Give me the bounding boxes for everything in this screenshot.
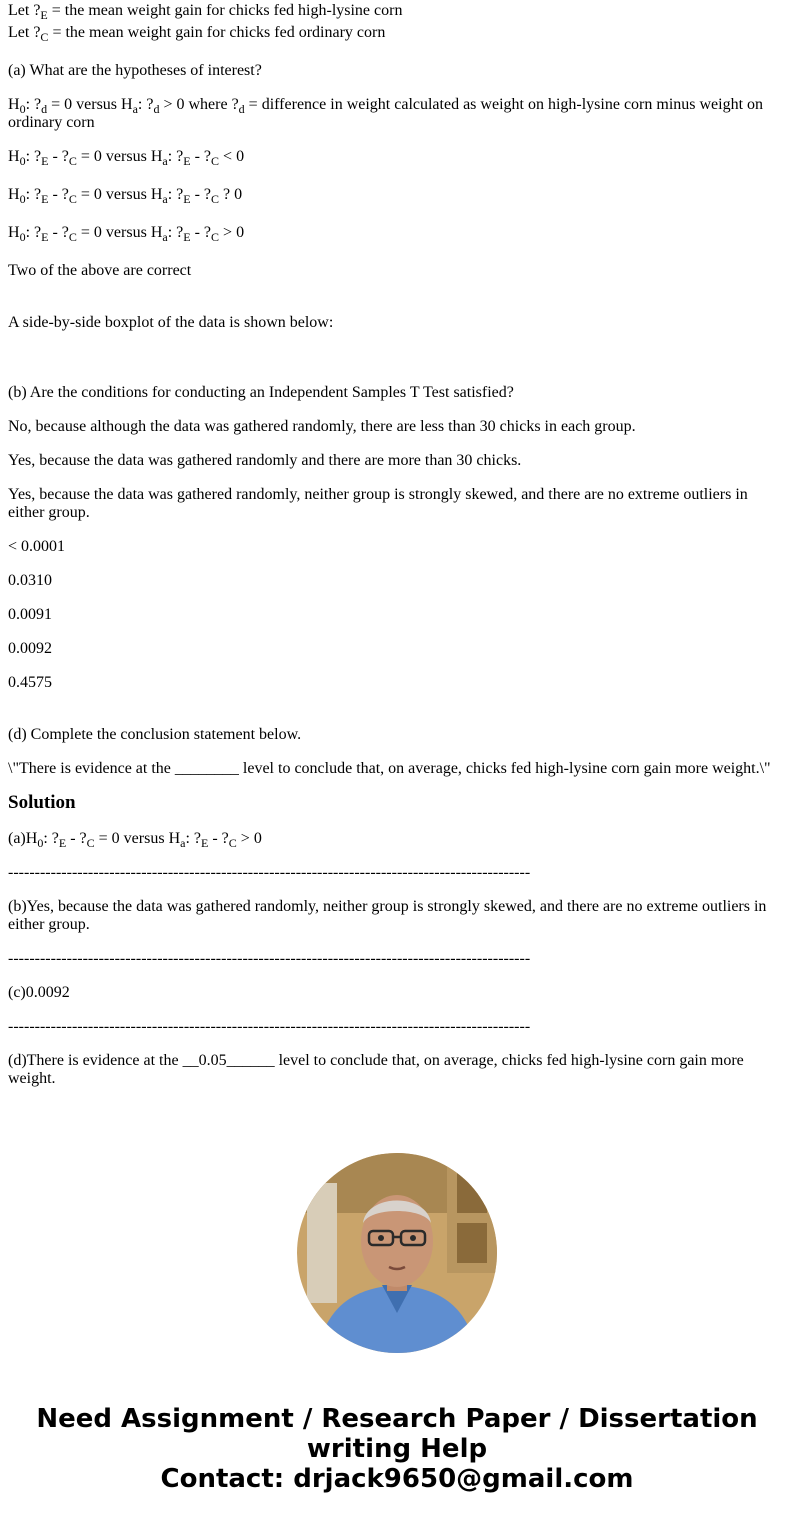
answer-option: $H_0$: $?_d = 0$ versus $H_a$: $?_d > 0$ where $?_d$ = difference in weight calculated as weight on high-lysine corn minus weight on ordinary corn [8, 96, 764, 131]
solution-d: (d)There is evidence at the __0.05______ level to conclude that, on average, chicks fed high-lysine corn gain more weight. [8, 1052, 744, 1087]
author-photo [297, 1153, 497, 1353]
portrait-image [297, 1153, 497, 1353]
question-d: (d) Complete the conclusion statement below. [8, 726, 302, 743]
solution-heading: Solution [8, 792, 76, 813]
answer-option: 0.0310 [8, 572, 52, 589]
separator: -------------------------------------------------------------------------------------------------- [8, 950, 531, 967]
separator: -------------------------------------------------------------------------------------------------- [8, 864, 531, 881]
answer-option: Yes, because the data was gathered randomly, neither group is strongly skewed, and there are no extreme outliers in either group. [8, 486, 748, 521]
solution-c: (c)0.0092 [8, 984, 70, 1001]
contact-email: Contact: drjack9650@gmail.com [160, 1464, 634, 1494]
answer-option: Yes, because the data was gathered randomly and there are more than 30 chicks. [8, 452, 522, 469]
answer-option: Two of the above are correct [8, 262, 192, 279]
answer-option: No, because although the data was gathered randomly, there are less than 30 chicks in each group. [8, 418, 636, 435]
footer-banner [0, 1404, 794, 1494]
answer-option: $H_0$: $?_E$ - $?_C = 0$ versus $H_a$: $?_E$ - $?_C$ ? 0 [8, 186, 243, 206]
separator: -------------------------------------------------------------------------------------------------- [8, 1018, 531, 1035]
answer-option: < 0.0001 [8, 538, 66, 555]
solution-b: (b)Yes, because the data was gathered randomly, neither group is strongly skewed, and there are no extreme outliers in either group. [8, 898, 767, 933]
document-body [8, 2, 784, 1088]
answer-option: 0.0092 [8, 640, 52, 657]
footer-line: writing Help [306, 1434, 488, 1464]
answer-option: 0.0091 [8, 606, 52, 623]
boxplot-caption: A side-by-side boxplot of the data is shown below: [8, 314, 334, 331]
answer-option: 0.4575 [8, 674, 52, 691]
question-a: (a) What are the hypotheses of interest? [8, 62, 262, 79]
solution-a: $(a)H_0$: $?_E$ - $?_C = 0$ versus $H_a$: $?_E$ - $?_C > 0$ [8, 830, 262, 850]
definition-line: Let $?_E$ = the mean weight gain for chicks fed high-lysine corn [8, 2, 403, 22]
question-b: (b) Are the conditions for conducting an Independent Samples T Test satisfied? [8, 384, 514, 401]
answer-option: $H_0$: $?_E$ - $?_C = 0$ versus $H_a$: $?_E$ - $?_C < 0$ [8, 148, 245, 168]
conclusion-statement: \"There is evidence at the ________ level to conclude that, on average, chicks fed high-lysine corn gain more weight.\" [8, 760, 771, 777]
footer-line: Need Assignment / Research Paper / Dissertation [36, 1404, 758, 1434]
answer-option: $H_0$: $?_E$ - $?_C = 0$ versus $H_a$: $?_E$ - $?_C > 0$ [8, 224, 245, 244]
definition-line: Let $?_C$ = the mean weight gain for chicks fed ordinary corn [8, 24, 386, 44]
